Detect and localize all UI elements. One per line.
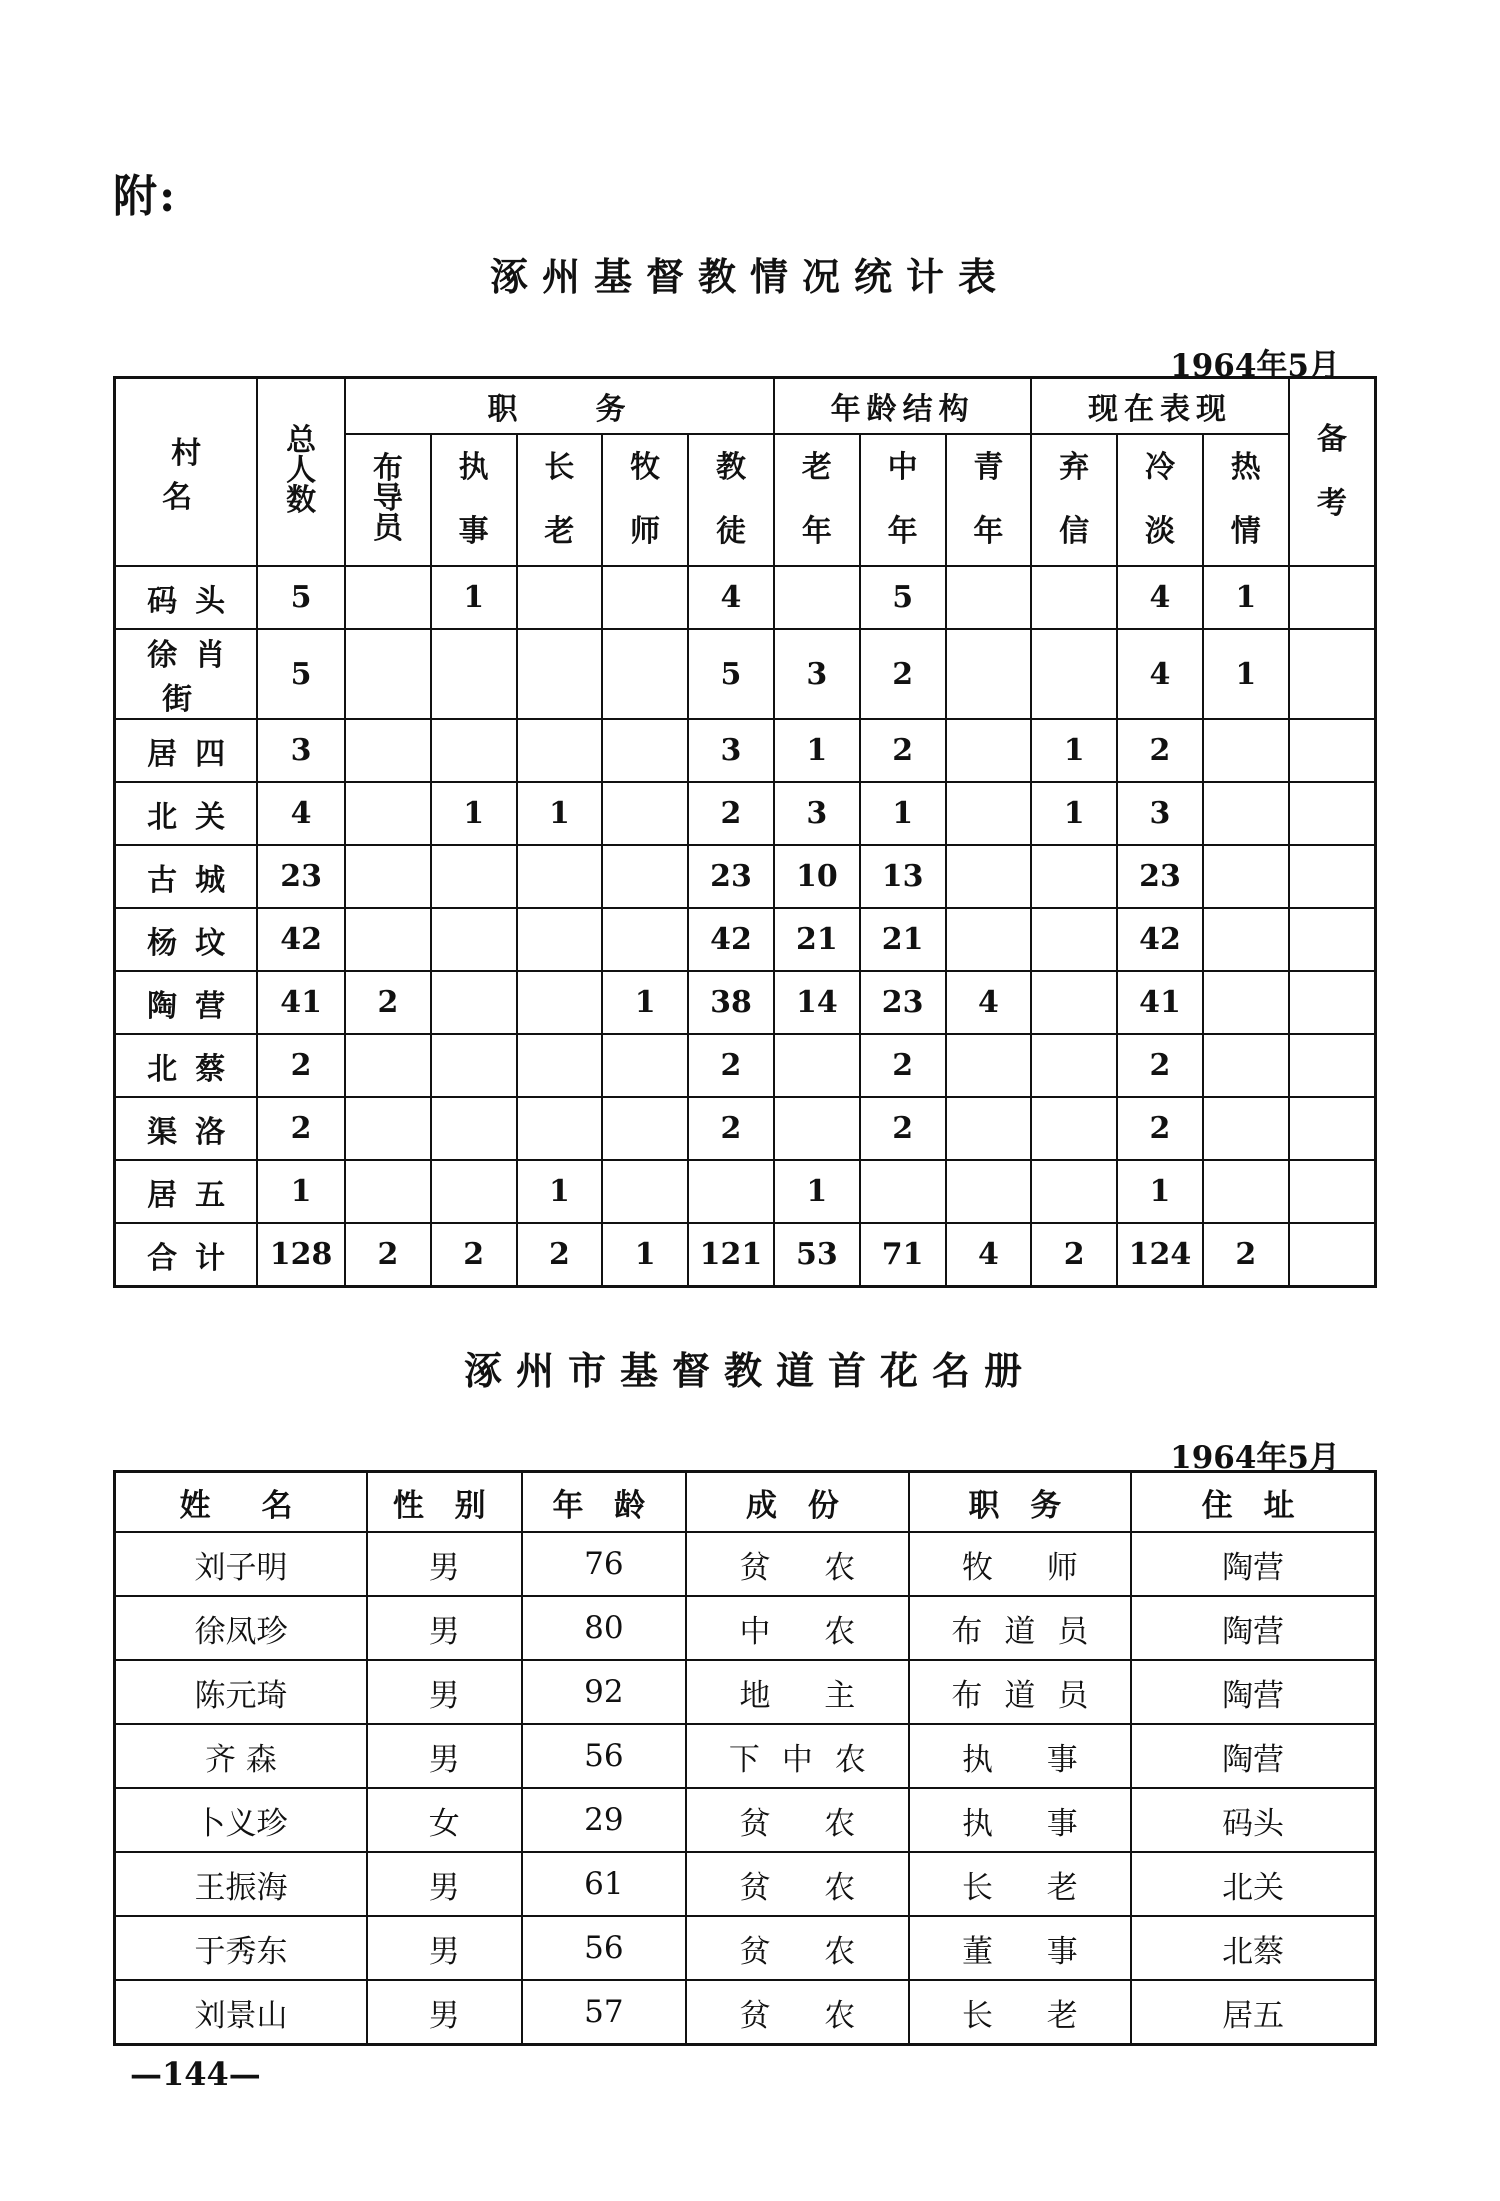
- value-cell: [1289, 845, 1376, 908]
- value-cell: 3: [774, 782, 860, 845]
- value-cell: 2: [1031, 1223, 1117, 1287]
- header-believer: 教 徒: [688, 434, 774, 566]
- roster-cell: 徐凤珍: [115, 1596, 367, 1660]
- value-cell: 1: [774, 1160, 860, 1223]
- roster-header-cell: 住 址: [1131, 1472, 1375, 1533]
- value-cell: [1031, 629, 1117, 719]
- table-row: [115, 1980, 1376, 2045]
- roster-cell: 码头: [1131, 1788, 1375, 1852]
- roster-header-cell: 年 龄: [522, 1472, 687, 1533]
- value-cell: 21: [774, 908, 860, 971]
- header-pastor: 牧 师: [602, 434, 688, 566]
- value-cell: 38: [688, 971, 774, 1034]
- value-cell: 4: [688, 566, 774, 629]
- value-cell: 5: [860, 566, 946, 629]
- value-cell: [1203, 1034, 1289, 1097]
- roster-cell: 男: [367, 1916, 522, 1980]
- roster-cell: 刘子明: [115, 1532, 367, 1596]
- value-cell: [1289, 971, 1376, 1034]
- roster-table-body: [115, 1472, 1376, 2045]
- value-cell: [688, 1160, 774, 1223]
- village-name-cell: 杨坟: [115, 908, 258, 971]
- table-row: [115, 1724, 1376, 1788]
- table-row: [115, 971, 1376, 1034]
- roster-cell: 男: [367, 1852, 522, 1916]
- roster-cell: 56: [522, 1724, 687, 1788]
- value-cell: [517, 908, 603, 971]
- value-cell: [345, 566, 431, 629]
- value-cell: 1: [517, 1160, 603, 1223]
- header-elder: 长 老: [517, 434, 603, 566]
- value-cell: 1: [517, 782, 603, 845]
- table2-date: 1964年5月: [1170, 1440, 1340, 1476]
- village-name-cell: 合计: [115, 1223, 258, 1287]
- value-cell: 42: [1117, 908, 1203, 971]
- value-cell: 2: [860, 719, 946, 782]
- statistics-table: [113, 376, 1377, 1288]
- roster-cell: 王振海: [115, 1852, 367, 1916]
- value-cell: [602, 719, 688, 782]
- value-cell: [1289, 1097, 1376, 1160]
- value-cell: 2: [1117, 1034, 1203, 1097]
- header-middle-age: 中 年: [860, 434, 946, 566]
- table1-title: 涿州基督教情况统计表: [489, 254, 1010, 299]
- value-cell: [1031, 566, 1117, 629]
- value-cell: 3: [257, 719, 345, 782]
- village-name-cell: 古城: [115, 845, 258, 908]
- header-indifferent: 冷 淡: [1117, 434, 1203, 566]
- roster-cell: 居五: [1131, 1980, 1375, 2045]
- value-cell: 53: [774, 1223, 860, 1287]
- header-total: 总 人 数: [257, 378, 345, 567]
- value-cell: [1203, 971, 1289, 1034]
- value-cell: 2: [688, 782, 774, 845]
- value-cell: 3: [774, 629, 860, 719]
- value-cell: [431, 1034, 517, 1097]
- value-cell: [860, 1160, 946, 1223]
- value-cell: [1289, 1034, 1376, 1097]
- value-cell: [602, 782, 688, 845]
- table-row: [115, 1788, 1376, 1852]
- header-duties: 职 务: [345, 378, 774, 435]
- roster-header-cell: 性 别: [367, 1472, 522, 1533]
- value-cell: 41: [257, 971, 345, 1034]
- value-cell: [431, 1097, 517, 1160]
- value-cell: 23: [860, 971, 946, 1034]
- roster-cell: 76: [522, 1532, 687, 1596]
- roster-cell: 陶营: [1131, 1660, 1375, 1724]
- value-cell: 121: [688, 1223, 774, 1287]
- value-cell: 3: [1117, 782, 1203, 845]
- value-cell: 2: [688, 1034, 774, 1097]
- roster-cell: 92: [522, 1660, 687, 1724]
- value-cell: 4: [257, 782, 345, 845]
- table-row: [115, 1097, 1376, 1160]
- value-cell: [517, 1097, 603, 1160]
- roster-cell: 贫 农: [686, 1852, 909, 1916]
- value-cell: [946, 1034, 1032, 1097]
- table-row: [115, 1034, 1376, 1097]
- village-name-cell: 渠洛: [115, 1097, 258, 1160]
- roster-cell: 执 事: [909, 1724, 1132, 1788]
- roster-cell: 80: [522, 1596, 687, 1660]
- roster-cell: 陶营: [1131, 1532, 1375, 1596]
- value-cell: 1: [1117, 1160, 1203, 1223]
- value-cell: [345, 719, 431, 782]
- table-row: [115, 845, 1376, 908]
- value-cell: [1289, 908, 1376, 971]
- value-cell: [774, 566, 860, 629]
- value-cell: 1: [774, 719, 860, 782]
- value-cell: [1289, 1160, 1376, 1223]
- roster-cell: 贫 农: [686, 1532, 909, 1596]
- value-cell: [345, 1160, 431, 1223]
- value-cell: [517, 566, 603, 629]
- value-cell: [345, 629, 431, 719]
- table-row: [115, 1916, 1376, 1980]
- roster-cell: 北关: [1131, 1852, 1375, 1916]
- value-cell: [1031, 1034, 1117, 1097]
- roster-cell: 男: [367, 1980, 522, 2045]
- value-cell: 5: [257, 566, 345, 629]
- value-cell: [1203, 719, 1289, 782]
- table2-title: 涿州市基督教道首花名册: [463, 1348, 1036, 1393]
- value-cell: 1: [1203, 629, 1289, 719]
- value-cell: 10: [774, 845, 860, 908]
- value-cell: [1289, 719, 1376, 782]
- table-row: [115, 1660, 1376, 1724]
- value-cell: [345, 908, 431, 971]
- value-cell: 2: [345, 1223, 431, 1287]
- value-cell: [1203, 782, 1289, 845]
- appendix-label: 附:: [113, 171, 178, 222]
- roster-cell: 刘景山: [115, 1980, 367, 2045]
- village-name-cell: 徐肖街: [115, 629, 258, 719]
- header-age-structure: 年龄结构: [774, 378, 1031, 435]
- roster-cell: 29: [522, 1788, 687, 1852]
- value-cell: 2: [1117, 719, 1203, 782]
- roster-cell: 布道员: [909, 1596, 1132, 1660]
- header-old-age: 老 年: [774, 434, 860, 566]
- value-cell: [946, 908, 1032, 971]
- village-name-cell: 码头: [115, 566, 258, 629]
- value-cell: 2: [860, 1097, 946, 1160]
- table1-date: 1964年5月: [1170, 348, 1340, 384]
- roster-cell: 女: [367, 1788, 522, 1852]
- roster-cell: 长 老: [909, 1980, 1132, 2045]
- value-cell: [1203, 1097, 1289, 1160]
- value-cell: [431, 845, 517, 908]
- value-cell: [602, 629, 688, 719]
- value-cell: [946, 1160, 1032, 1223]
- value-cell: [946, 845, 1032, 908]
- value-cell: [1289, 566, 1376, 629]
- value-cell: 2: [257, 1034, 345, 1097]
- value-cell: [1031, 1160, 1117, 1223]
- value-cell: 5: [688, 629, 774, 719]
- value-cell: [946, 1097, 1032, 1160]
- value-cell: [1031, 845, 1117, 908]
- roster-cell: 于秀东: [115, 1916, 367, 1980]
- value-cell: [602, 566, 688, 629]
- value-cell: [602, 1160, 688, 1223]
- header-preacher: 布 导 员: [345, 434, 431, 566]
- value-cell: [345, 845, 431, 908]
- value-cell: [517, 629, 603, 719]
- value-cell: 2: [1117, 1097, 1203, 1160]
- value-cell: 1: [1203, 566, 1289, 629]
- value-cell: [946, 782, 1032, 845]
- roster-cell: 布道员: [909, 1660, 1132, 1724]
- value-cell: [1203, 908, 1289, 971]
- roster-table: [113, 1470, 1377, 2046]
- header-current-attitude: 现在表现: [1031, 378, 1288, 435]
- value-cell: [602, 845, 688, 908]
- roster-cell: 男: [367, 1596, 522, 1660]
- value-cell: 128: [257, 1223, 345, 1287]
- value-cell: [345, 1034, 431, 1097]
- value-cell: 2: [860, 1034, 946, 1097]
- table-row: [115, 1596, 1376, 1660]
- value-cell: 42: [257, 908, 345, 971]
- roster-header-cell: 姓 名: [115, 1472, 367, 1533]
- header-village: 村 名: [115, 378, 258, 567]
- value-cell: [431, 629, 517, 719]
- page-number: —144—: [130, 2055, 261, 2093]
- roster-header-cell: 职 务: [909, 1472, 1132, 1533]
- value-cell: [517, 719, 603, 782]
- value-cell: 1: [860, 782, 946, 845]
- value-cell: [1289, 782, 1376, 845]
- value-cell: 2: [257, 1097, 345, 1160]
- roster-cell: 贫 农: [686, 1980, 909, 2045]
- value-cell: [946, 629, 1032, 719]
- roster-cell: 男: [367, 1532, 522, 1596]
- value-cell: 2: [431, 1223, 517, 1287]
- table-row: [115, 1852, 1376, 1916]
- value-cell: 1: [602, 971, 688, 1034]
- roster-cell: 56: [522, 1916, 687, 1980]
- roster-cell: 61: [522, 1852, 687, 1916]
- roster-cell: 中 农: [686, 1596, 909, 1660]
- value-cell: 21: [860, 908, 946, 971]
- roster-cell: 下中农: [686, 1724, 909, 1788]
- value-cell: [431, 1160, 517, 1223]
- value-cell: [345, 1097, 431, 1160]
- value-cell: [431, 719, 517, 782]
- roster-cell: 执 事: [909, 1788, 1132, 1852]
- value-cell: 23: [1117, 845, 1203, 908]
- value-cell: 41: [1117, 971, 1203, 1034]
- value-cell: [946, 566, 1032, 629]
- value-cell: [946, 719, 1032, 782]
- roster-header-row: [115, 1472, 1376, 1533]
- roster-cell: 男: [367, 1724, 522, 1788]
- value-cell: [345, 782, 431, 845]
- table-row: [115, 1532, 1376, 1596]
- roster-cell: 卜义珍: [115, 1788, 367, 1852]
- value-cell: 4: [946, 1223, 1032, 1287]
- table-row: [115, 908, 1376, 971]
- value-cell: 124: [1117, 1223, 1203, 1287]
- village-name-cell: 北关: [115, 782, 258, 845]
- table-row: [115, 782, 1376, 845]
- roster-cell: 男: [367, 1660, 522, 1724]
- roster-cell: 齐 森: [115, 1724, 367, 1788]
- value-cell: 71: [860, 1223, 946, 1287]
- village-name-cell: 陶营: [115, 971, 258, 1034]
- value-cell: [1203, 845, 1289, 908]
- value-cell: [1031, 971, 1117, 1034]
- value-cell: 2: [345, 971, 431, 1034]
- roster-header-cell: 成 份: [686, 1472, 909, 1533]
- roster-cell: 贫 农: [686, 1788, 909, 1852]
- value-cell: 2: [688, 1097, 774, 1160]
- table-row: [115, 566, 1376, 629]
- value-cell: [774, 1034, 860, 1097]
- value-cell: 14: [774, 971, 860, 1034]
- value-cell: [431, 971, 517, 1034]
- header-young-age: 青 年: [946, 434, 1032, 566]
- roster-cell: 57: [522, 1980, 687, 2045]
- value-cell: 23: [688, 845, 774, 908]
- value-cell: [1203, 1160, 1289, 1223]
- value-cell: 4: [946, 971, 1032, 1034]
- value-cell: [1289, 1223, 1376, 1287]
- table-row: [115, 719, 1376, 782]
- village-name-cell: 居五: [115, 1160, 258, 1223]
- roster-cell: 陈元琦: [115, 1660, 367, 1724]
- table-row: [115, 1223, 1376, 1287]
- value-cell: [517, 1034, 603, 1097]
- village-name-cell: 居四: [115, 719, 258, 782]
- table-row: [115, 1160, 1376, 1223]
- value-cell: 2: [517, 1223, 603, 1287]
- village-name-cell: 北蔡: [115, 1034, 258, 1097]
- roster-cell: 北蔡: [1131, 1916, 1375, 1980]
- value-cell: 1: [602, 1223, 688, 1287]
- roster-cell: 董 事: [909, 1916, 1132, 1980]
- value-cell: 23: [257, 845, 345, 908]
- value-cell: [602, 1034, 688, 1097]
- value-cell: 4: [1117, 629, 1203, 719]
- value-cell: [517, 845, 603, 908]
- value-cell: 1: [1031, 719, 1117, 782]
- statistics-table-body: [115, 566, 1376, 1287]
- value-cell: [602, 1097, 688, 1160]
- value-cell: [602, 908, 688, 971]
- value-cell: 2: [1203, 1223, 1289, 1287]
- table-row: [115, 629, 1376, 719]
- value-cell: 1: [431, 566, 517, 629]
- value-cell: 3: [688, 719, 774, 782]
- value-cell: 13: [860, 845, 946, 908]
- roster-cell: 陶营: [1131, 1724, 1375, 1788]
- value-cell: 4: [1117, 566, 1203, 629]
- value-cell: [517, 971, 603, 1034]
- value-cell: 1: [257, 1160, 345, 1223]
- header-abandoned: 弃 信: [1031, 434, 1117, 566]
- value-cell: 1: [1031, 782, 1117, 845]
- roster-cell: 牧 师: [909, 1532, 1132, 1596]
- value-cell: 1: [431, 782, 517, 845]
- value-cell: 2: [860, 629, 946, 719]
- value-cell: [1031, 1097, 1117, 1160]
- roster-cell: 地 主: [686, 1660, 909, 1724]
- value-cell: [1289, 629, 1376, 719]
- value-cell: [774, 1097, 860, 1160]
- header-enthusiastic: 热 情: [1203, 434, 1289, 566]
- header-remarks: 备 考: [1289, 378, 1376, 567]
- value-cell: [1031, 908, 1117, 971]
- value-cell: 42: [688, 908, 774, 971]
- header-deacon: 执 事: [431, 434, 517, 566]
- value-cell: 5: [257, 629, 345, 719]
- roster-cell: 贫 农: [686, 1916, 909, 1980]
- roster-cell: 长 老: [909, 1852, 1132, 1916]
- value-cell: [431, 908, 517, 971]
- roster-cell: 陶营: [1131, 1596, 1375, 1660]
